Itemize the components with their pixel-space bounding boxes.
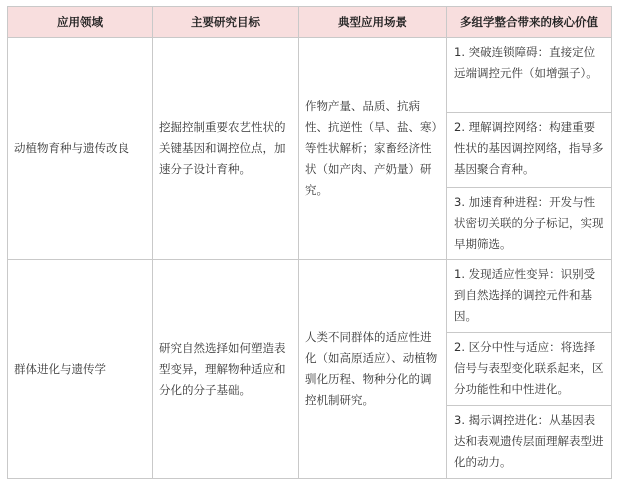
cell-value: 2. 区分中性与适应：将选择信号与表型变化联系起来，区分功能性和中性进化。 <box>447 333 612 406</box>
cell-goal: 挖掘控制重要农艺性状的关键基因和调控位点，加速分子设计育种。 <box>153 38 299 260</box>
header-core-value: 多组学整合带来的核心价值 <box>447 7 612 38</box>
cell-value: 1. 发现适应性变异：识别受到自然选择的调控元件和基因。 <box>447 260 612 333</box>
table-row <box>8 260 612 333</box>
header-scenario: 典型应用场景 <box>299 7 447 38</box>
table-row <box>8 38 612 113</box>
cell-value: 2. 理解调控网络：构建重要性状的基因调控网络，指导多基因聚合育种。 <box>447 113 612 188</box>
cell-value: 3. 揭示调控进化：从基因表达和表观遗传层面理解表型进化的动力。 <box>447 406 612 479</box>
cell-goal: 研究自然选择如何塑造表型变异，理解物种适应和分化的分子基础。 <box>153 260 299 479</box>
cell-value: 1. 突破连锁障碍：直接定位远端调控元件（如增强子）。 <box>447 38 612 113</box>
application-table <box>7 6 612 479</box>
header-goal: 主要研究目标 <box>153 7 299 38</box>
header-domain: 应用领域 <box>8 7 153 38</box>
cell-scenario: 作物产量、品质、抗病性、抗逆性（旱、盐、寒）等性状解析；家畜经济性状（如产肉、产奶量）研究。 <box>299 38 447 260</box>
cell-domain: 动植物育种与遗传改良 <box>8 38 153 260</box>
cell-value: 3. 加速育种进程：开发与性状密切关联的分子标记，实现早期筛选。 <box>447 188 612 260</box>
cell-scenario: 人类不同群体的适应性进化（如高原适应）、动植物驯化历程、物种分化的调控机制研究。 <box>299 260 447 479</box>
cell-domain: 群体进化与遗传学 <box>8 260 153 479</box>
table-header-row <box>8 7 612 38</box>
